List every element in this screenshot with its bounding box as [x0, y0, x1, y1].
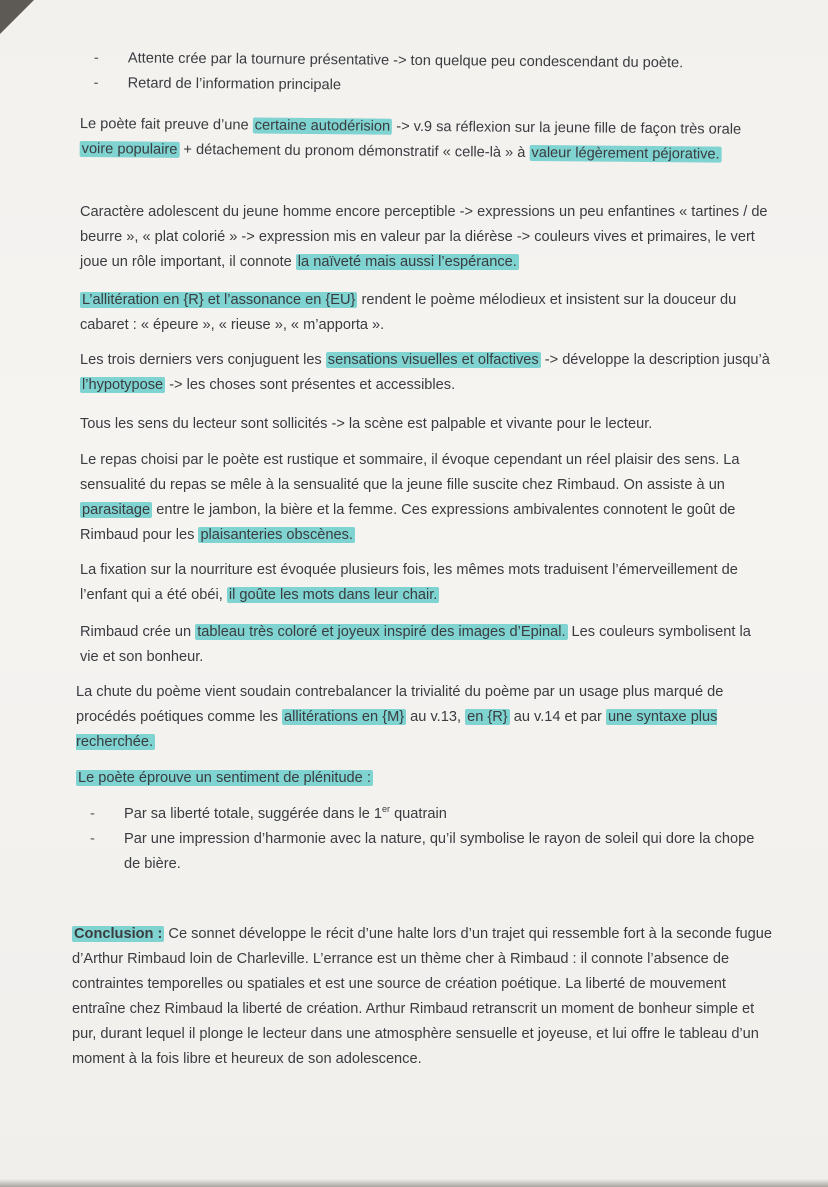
plenitude-bullets	[78, 802, 758, 877]
highlight: L’allitération en {R} et l’assonance en {EU}	[82, 292, 356, 308]
highlight: l’hypotypose	[82, 377, 164, 393]
highlight: Le poète éprouve un sentiment de plénitude :	[78, 770, 371, 786]
conclusion-label: Conclusion :	[74, 926, 163, 942]
highlight: valeur légèrement péjorative.	[531, 144, 720, 163]
highlight: il goûte les mots dans leur chair.	[228, 587, 438, 603]
paragraph-adolescent: Caractère adolescent du jeune homme encore perceptible -> expressions un peu enfantines « tartines / de beurre », « plat colorié » -> expression mis en valeur par la diérèse -> couleurs vives et primaires, le vert joue un rôle important, il connote la naïveté mais aussi l’espérance.	[80, 204, 768, 270]
paragraph-sensations: Les trois derniers vers conjuguent les sensations visuelles et olfactives -> développe la description jusqu’à l’hypotypose -> les choses sont présentes et accessibles.	[80, 352, 770, 393]
paragraph-tableau: Rimbaud crée un tableau très coloré et joyeux inspiré des images d’Epinal. Les couleurs symbolisent la vie et son bonheur.	[80, 624, 751, 665]
paragraph-nourriture: La fixation sur la nourriture est évoquée plusieurs fois, les mêmes mots traduisent l’émerveillement de l’enfant qui a été obéi, il goûte les mots dans leur chair.	[80, 562, 738, 603]
highlight: plaisanteries obscènes.	[200, 527, 353, 543]
highlight: allitérations en {M}	[284, 709, 405, 725]
highlight: tableau très coloré et joyeux inspiré des images d’Epinal.	[197, 624, 566, 640]
paragraph-alliteration: L’allitération en {R} et l’assonance en {EU} rendent le poème mélodieux et insistent sur la douceur du cabaret : « épeure », « rieuse », « m’apporta ».	[80, 292, 737, 333]
highlight: en {R}	[467, 709, 508, 725]
highlight: une syntaxe plus recherchée.	[76, 709, 718, 750]
paragraph-repas: Le repas choisi par le poète est rustique et sommaire, il évoque cependant un réel plaisir des sens. La sensualité du repas se mêle à la sensualité que la jeune fille suscite chez Rimbaud. On assiste à un parasitage entre le jambon, la bière et la femme. Ces expressions ambivalentes connotent le goût de Rimbaud pour les plaisanteries obscènes.	[80, 452, 740, 543]
paragraph-plenitude	[76, 766, 766, 791]
bullet-item: - Par sa liberté totale, suggérée dans le 1er quatrain	[78, 802, 758, 827]
paragraph-sens: Tous les sens du lecteur sont sollicités -> la scène est palpable et vivante pour le lecteur.	[80, 416, 653, 432]
paragraph-chute: La chute du poème vient soudain contrebalancer la trivialité du poème par un usage plus marqué de procédés poétiques comme les allitérations en {M} au v.13, en {R} au v.14 et par une syntaxe plus recherchée.	[76, 684, 724, 750]
highlight: certaine autodérision	[254, 117, 391, 135]
highlight: parasitage	[82, 502, 151, 518]
bullet-item: - Par une impression d’harmonie avec la nature, qu’il symbolise le rayon de soleil qui dore la chope de bière.	[78, 827, 758, 877]
highlight: la naïveté mais aussi l’espérance.	[297, 254, 517, 270]
conclusion-paragraph: Conclusion : Ce sonnet développe le récit d’une halte lors d’un trajet qui ressemble fort à la seconde fugue d’Arthur Rimbaud loin de Charleville. L’errance est un thème cher à Rimbaud : il connote l’absence de contraintes temporelles ou spatiales et est une source de création poétique. La liberté de mouvement entraîne chez Rimbaud la liberté de création. Arthur Rimbaud retranscrit un moment de bonheur simple et pur, durant lequel il plonge le lecteur dans une atmosphère sensuelle et joyeuse, et lui offre le tableau d’un moment à la fois libre et heureux de son adolescence.	[72, 926, 773, 1067]
page-corner-shadow	[0, 0, 34, 34]
page-bottom-edge	[0, 1179, 828, 1187]
highlight: voire populaire	[81, 141, 178, 158]
highlight: sensations visuelles et olfactives	[327, 352, 539, 368]
paragraph-autoderision: Le poète fait preuve d’une certaine autodérision -> v.9 sa réflexion sur la jeune fille de façon très orale voire populaire + détachement du pronom démonstratif « celle-là » à valeur légèrement péjorative.	[79, 115, 742, 163]
intro-bullets	[82, 46, 772, 102]
bullet-item: - Attente crée par la tournure présentative -> ton quelque peu condescendant du poète.	[82, 46, 772, 77]
bullet-item: - Retard de l’information principale	[82, 71, 772, 102]
